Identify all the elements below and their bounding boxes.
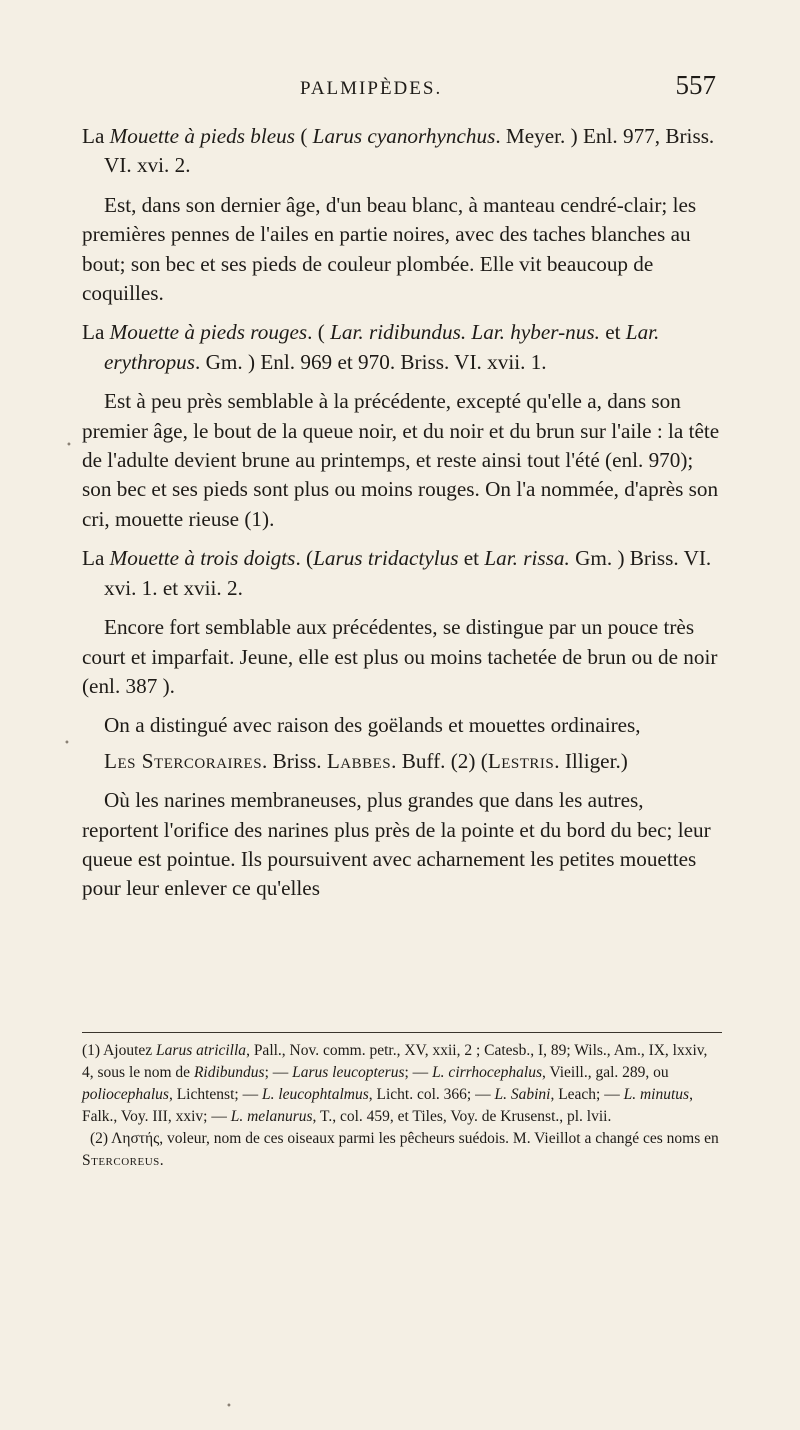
entry-heading-mouette-pieds-bleus: La Mouette à pieds bleus ( Larus cyanorhynchus. Meyer. ) Enl. 977, Briss. VI. xvi. 2. xyxy=(82,124,715,178)
paragraph-distinction: On a distingué avec raison des goëlands et mouettes ordinaires, xyxy=(104,713,641,738)
paragraph-description-2: Est à peu près semblable à la précédente, excepté qu'elle a, dans son premier âge, le bout de la queue noir, et du noir et du brun sur l'aile : la tête de l'adulte devient brune au printemps, et reste ainsi tout l'été (enl. 970); son bec et ses pieds sont plus ou moins rouges. On l'a nommée, d'après son cri, mouette rieuse (1). xyxy=(82,389,720,531)
print-speck: • xyxy=(226,1401,232,1412)
scientific-name: Larus cyanorhynchus xyxy=(312,124,496,148)
paragraph-description-1: Est, dans son dernier âge, d'un beau blanc, à manteau cendré-clair; les premières pennes de l'ailes en partie noires, avec des taches blanches au bout; son bec et ses pieds de couleur plombée. Elle vit beaucoup de coquilles. xyxy=(82,192,697,306)
scientific-name: Larus tridactylus xyxy=(313,546,459,571)
paragraph-description-4: Où les narines membraneuses, plus grandes que dans les autres, reportent l'orifice des narines plus près de la pointe et du bord du bec; leur queue est pointue. Ils poursuivent avec acharnement les petites mouettes pour leur enlever ce qu'elles xyxy=(82,788,711,901)
main-text xyxy=(82,122,722,904)
running-head xyxy=(300,70,720,110)
entry-heading-mouette-trois-doigts: La Mouette à trois doigts. (Larus tridactylus et Lar. rissa. Gm. ) Briss. VI. xvi. 1. et xvii. 2. xyxy=(82,546,712,600)
footnote-2: (2) Ληστής, voleur, nom de ces oiseaux parmi les pêcheurs suédois. M. Vieillot a changé ces noms en Stercoreus. xyxy=(82,1130,719,1169)
page-number: 557 xyxy=(675,70,716,100)
entry-heading-stercoraires: Les Stercoraires. Briss. Labbes. Buff. (2) (Lestris. Illiger.) xyxy=(104,748,628,773)
print-speck: • xyxy=(66,440,72,451)
footnotes xyxy=(82,1040,722,1172)
species-name: Mouette à trois doigts xyxy=(109,546,296,571)
running-head-title: PALMIPÈDES. xyxy=(300,78,443,99)
print-speck: • xyxy=(64,738,70,749)
scientific-name: Lar. ridibundus. Lar. hyber-nus. xyxy=(330,320,600,345)
footnote-rule xyxy=(82,1032,722,1033)
species-name: Mouette à pieds bleus xyxy=(109,124,296,148)
species-name: Mouette à pieds rouges xyxy=(109,320,308,345)
entry-heading-mouette-pieds-rouges: La Mouette à pieds rouges. ( Lar. ridibundus. Lar. hyber-nus. et Lar. erythropus. Gm. ) Enl. 969 et 970. Briss. VI. xvii. 1. xyxy=(82,320,660,374)
scientific-name: Lar. rissa. xyxy=(484,546,570,571)
scientific-name: Lar. erythropus xyxy=(104,320,660,374)
footnote-1: (1) Ajoutez Larus atricilla, Pall., Nov. comm. petr., XV, xxii, 2 ; Catesb., I, 89; Wils., Am., IX, lxxiv, 4, sous le nom de Ridibundus; — Larus leucopterus; — L. cirrhocephalus, Vieill., gal. 289, ou poliocephalus, Lichtenst; — L. leucophtalmus, Licht. col. 366; — L. Sabini, Leach; — L. minutus, Falk., Voy. III, xxiv; — L. melanurus, T., col. 459, et Tiles, Voy. de Krusenst., pl. lvii. xyxy=(82,1042,708,1125)
paragraph-description-3: Encore fort semblable aux précédentes, se distingue par un pouce très court et imparfait. Jeune, elle est plus ou moins tachetée de brun ou de noir (enl. 387 ). xyxy=(82,615,718,698)
